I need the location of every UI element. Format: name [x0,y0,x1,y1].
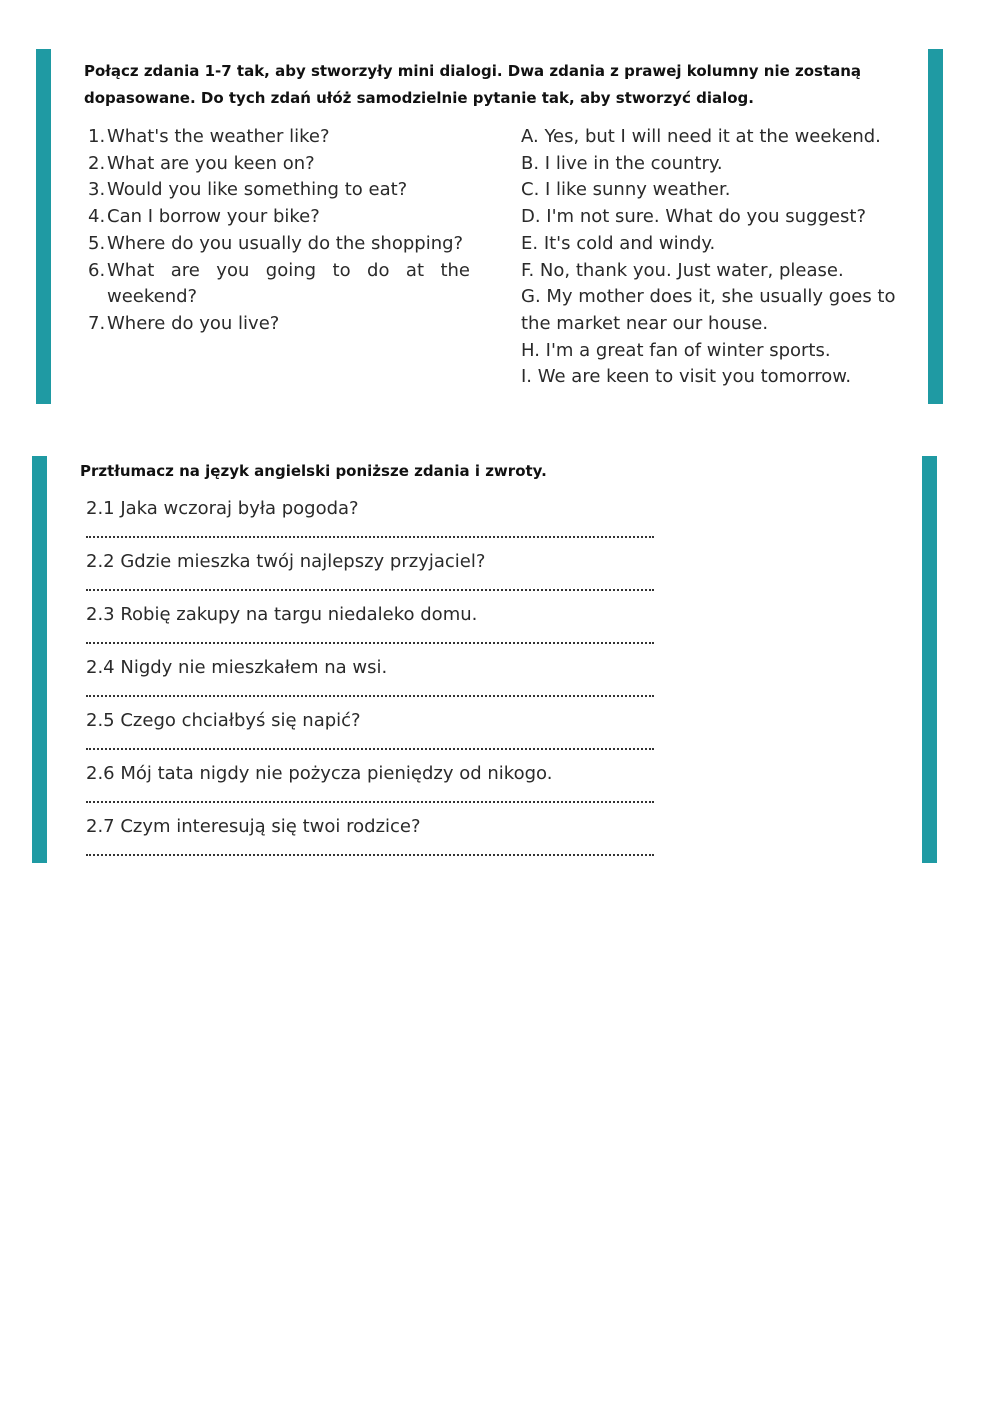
answer-line[interactable] [86,630,654,644]
section1-instruction: Połącz zdania 1-7 tak, aby stworzyły mini dialogi. Dwa zdania z prawej kolumny nie zostaną dopasowane. Do tych zdań ułóż samodzielnie pytanie tak, aby stworzyć dialog. [84,62,862,107]
translation-prompt: 2.2 Gdzie mieszka twój najlepszy przyjaciel? [86,551,486,572]
question-text: Would you like something to eat? [107,179,408,201]
answer-line[interactable] [86,842,654,856]
questions-list [88,124,470,338]
question-text: Can I borrow your bike? [107,206,320,228]
answer-item: C. I like sunny weather. [521,179,731,201]
question-item [88,258,470,311]
section2-left-bar [32,456,47,863]
translation-prompt: 2.7 Czym interesują się twoi rodzice? [86,816,421,837]
answer-line[interactable] [86,789,654,803]
translation-prompt: 2.1 Jaka wczoraj była pogoda? [86,498,359,519]
answer-item: D. I'm not sure. What do you suggest? [521,206,866,228]
answer-item: F. No, thank you. Just water, please. [521,259,844,281]
answer-item: I. We are keen to visit you tomorrow. [521,366,852,388]
question-item [88,177,470,204]
question-text: What's the weather like? [107,126,330,147]
answer-item: B. I live in the country. [521,152,723,174]
question-number: 6. [88,259,106,281]
section2-instruction: Prztłumacz na język angielski poniższe zdania i zwroty. [80,462,547,480]
answers-column [521,124,916,391]
question-number: 2. [88,152,106,174]
translation-prompt: 2.5 Czego chciałbyś się napić? [86,710,361,731]
answer-line[interactable] [86,524,654,538]
section2-right-bar [922,456,937,863]
answers-list [521,124,916,391]
translation-prompt: 2.3 Robię zakupy na targu niedaleko domu. [86,604,478,625]
question-item [88,204,470,231]
answer-item: G. My mother does it, she usually goes to the market near our house. [521,286,896,334]
answer-item: E. It's cold and windy. [521,232,716,254]
translation-item [86,655,656,708]
question-text: What are you going to do at the weekend? [107,259,470,308]
answer-line[interactable] [86,577,654,591]
question-number: 4. [88,206,106,228]
question-item [88,124,470,151]
question-item [88,151,470,178]
question-text: Where do you live? [107,312,280,334]
translation-list [86,496,656,867]
translation-item [86,761,656,814]
question-number: 7. [88,312,106,334]
section1-left-bar [36,49,51,404]
question-number: 3. [88,179,106,201]
translation-item [86,708,656,761]
answer-item: H. I'm a great fan of winter sports. [521,339,831,361]
question-number: 1. [88,126,106,147]
section1-right-bar [928,49,943,404]
answer-line[interactable] [86,736,654,750]
question-text: What are you keen on? [107,152,315,174]
question-number: 5. [88,232,106,254]
question-text: Where do you usually do the shopping? [107,232,464,254]
translation-prompt: 2.4 Nigdy nie mieszkałem na wsi. [86,657,388,678]
translation-item [86,496,656,549]
question-item [88,311,470,338]
translation-item [86,814,656,867]
questions-column [88,124,470,338]
translation-item [86,549,656,602]
answer-line[interactable] [86,683,654,697]
translation-prompt: 2.6 Mój tata nigdy nie pożycza pieniędzy od nikogo. [86,763,553,784]
translation-item [86,602,656,655]
question-item [88,231,470,258]
answer-item: A. Yes, but I will need it at the weekend. [521,126,881,147]
